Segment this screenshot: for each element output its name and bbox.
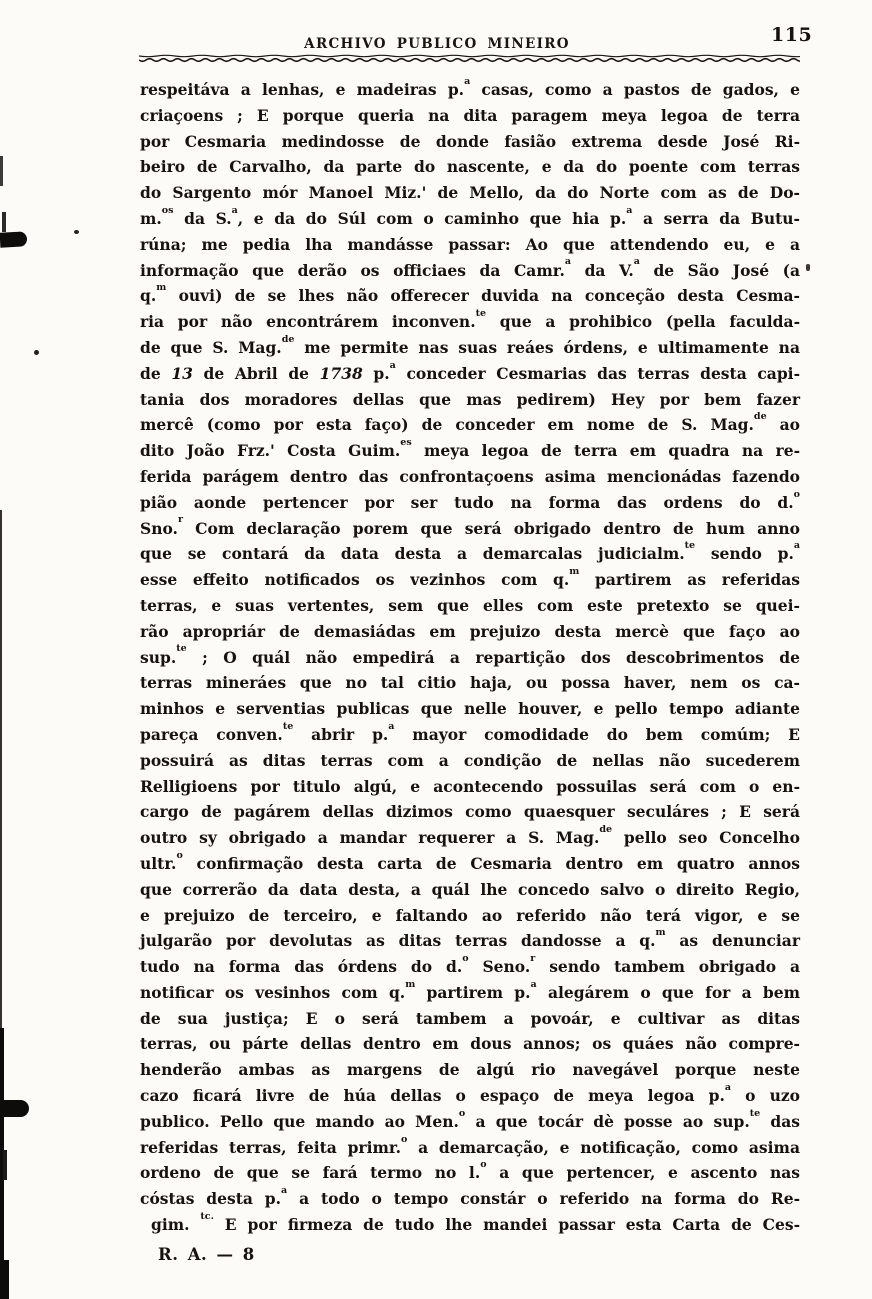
text-line: Sno.$^r$ Com declaração porem que será obrigado dentro de hum anno [140,514,800,538]
text-line: ferida parágem dentro das confrontaçoens asima mencionádas fazendo [140,466,800,486]
text-line: gim. $^{tc.}$ E por firmeza de tudo lhe mandei passar esta Carta de Ces- [151,1210,801,1235]
journal-title: ARCHIVO PUBLICO MINEIRO [304,36,570,52]
text-line: minhos e serventias publicas que nelle houver, e pello tempo adiante [140,699,800,719]
text-line: informação que derão os officiaes da Camr.$^a$ da V.$^a$ de São José (a [140,256,800,280]
text-line: dito João Frz.' Costa Guim.$^{es}$ meya legoa de terra em quadra na re- [140,437,801,461]
text-line: pareça conven.$^{te}$ abrir p.$^a$ mayor comodidade do bem comúm; E [140,720,800,744]
text-line: e prejuizo de terceiro, e faltando ao referido não terá vigor, e se [140,905,800,925]
text-line: tudo na forma das órdens do d.$^o$ Seno.$^r$ sendo tambem obrigado a [140,952,800,977]
header-rule [139,54,800,64]
scan-artifact [2,212,6,232]
text-line: por Cesmaria medindosse de donde fasião extrema desde José Ri- [140,131,800,151]
text-line: publico. Pello que mando ao Men.$^o$ a que tocár dè posse ao sup.$^{te}$ das [140,1107,801,1131]
text-line: tania dos moradores dellas que mas pedirem) Hey por bem fazer [140,389,800,409]
text-line: beiro de Carvalho, da parte do nascente, e da do poente com terras [140,157,800,177]
text-line: ordeno de que se fará termo no l.$^o$ a que pertencer, e ascento nas [140,1159,800,1183]
scan-artifact [74,230,79,234]
scan-artifact [0,231,27,247]
text-line: de 13 de Abril de 1738 p.$^a$ conceder Cesmarias das terras desta capi- [140,359,801,383]
text-line: q.$^m$ ouvi) de se lhes não offerecer duvida na conceção desta Cesma- [140,282,800,306]
text-line: mercê (como por esta faço) de conceder em nome de S. Mag.$^{de}$ ao [140,411,801,435]
text-line: que se contará da data desta a demarcalas judicialm.$^{te}$ sendo p.$^a$ [140,540,800,564]
text-line: de sua justiça; E o será tambem a povoár, e cultivar as ditas [140,1008,800,1028]
printers-signature-mark: R. A. — 8 [158,1245,255,1264]
text-line: julgarão por devolutas as ditas terras dandosse a q.$^m$ as denunciar [140,927,801,951]
text-line: referidas terras, feita primr.$^o$ a demarcação, e notificação, como asima [140,1133,800,1157]
page-header [140,33,800,52]
text-line: que correrão da data desta, a quál lhe concedo salvo o direito Regio, [140,879,800,899]
text-line: possuirá as ditas terras com a condição de nellas não sucederem [140,750,800,770]
text-line: rúna; me pedia lha mandásse passar: Ao que attendendo eu, e a [140,234,800,254]
text-line: cazo ficará livre de húa dellas o espaço de meya legoa p.$^a$ o uzo [140,1081,801,1106]
document-body [140,77,800,1238]
text-line: ultr.$^o$ confirmação desta carta de Cesmaria dentro em quatro annos [140,849,800,873]
text-line: rão apropriár de demasiádas em prejuizo desta mercè que faço ao [140,621,800,641]
page-number: 115 [771,24,813,46]
text-line: terras, ou párte dellas dentro em dous annos; os quáes não compre- [140,1034,800,1054]
scan-artifact [34,350,39,355]
text-line: do Sargento mór Manoel Miz.' de Mello, da do Norte com as de Do- [140,183,800,203]
scan-artifact [0,1100,29,1117]
scan-artifact [3,1150,7,1180]
text-line: Relligioens por titulo algú, e acontecendo possuilas será com o en- [140,776,800,796]
text-line: pião aonde pertencer por ser tudo na forma das ordens do d.$^o$ [140,488,800,512]
text-line: esse effeito notificados os vezinhos com q.$^m$ partirem as referidas [140,565,800,590]
text-line: respeitáva a lenhas, e madeiras p.$^a$ casas, como a pastos de gados, e [140,75,800,99]
scan-artifact [806,264,810,271]
scan-artifact [0,1260,9,1299]
text-line: ria por não encontrárem inconven.$^{te}$ que a prohibico (pella faculda- [140,308,801,332]
text-line: sup.$^{te}$ ; O quál não empedirá a repartição dos descobrimentos de [140,643,800,667]
text-line: outro sy obrigado a mandar requerer a S. Mag.$^{de}$ pello seo Concelho [140,823,800,848]
text-line: terras, e suas vertentes, sem que elles com este pretexto se quei- [140,595,800,615]
text-line: cóstas desta p.$^a$ a todo o tempo constár o referido na forma do Re- [140,1185,800,1209]
text-line: terras mineráes que no tal citio haja, ou possa haver, nem os ca- [140,673,800,693]
text-line: m.$^{os}$ da S.$^a$, e da do Súl com o caminho que hia p.$^a$ a serra da Butu- [140,204,800,228]
text-line: criaçoens ; E porque queria na dita paragem meya legoa de terra [140,105,800,125]
text-line: cargo de pagárem dellas dizimos como quaesquer seculáres ; E será [140,802,800,822]
text-line: henderão ambas as margens de algú rio navegável porque neste [140,1060,800,1080]
scan-artifact [0,156,3,186]
text-line: notificar os vesinhos com q.$^m$ partirem p.$^a$ alegárem o que for a bem [140,978,801,1002]
text-line: de que S. Mag.$^{de}$ me permite nas suas reáes órdens, e ultimamente na [140,333,800,357]
